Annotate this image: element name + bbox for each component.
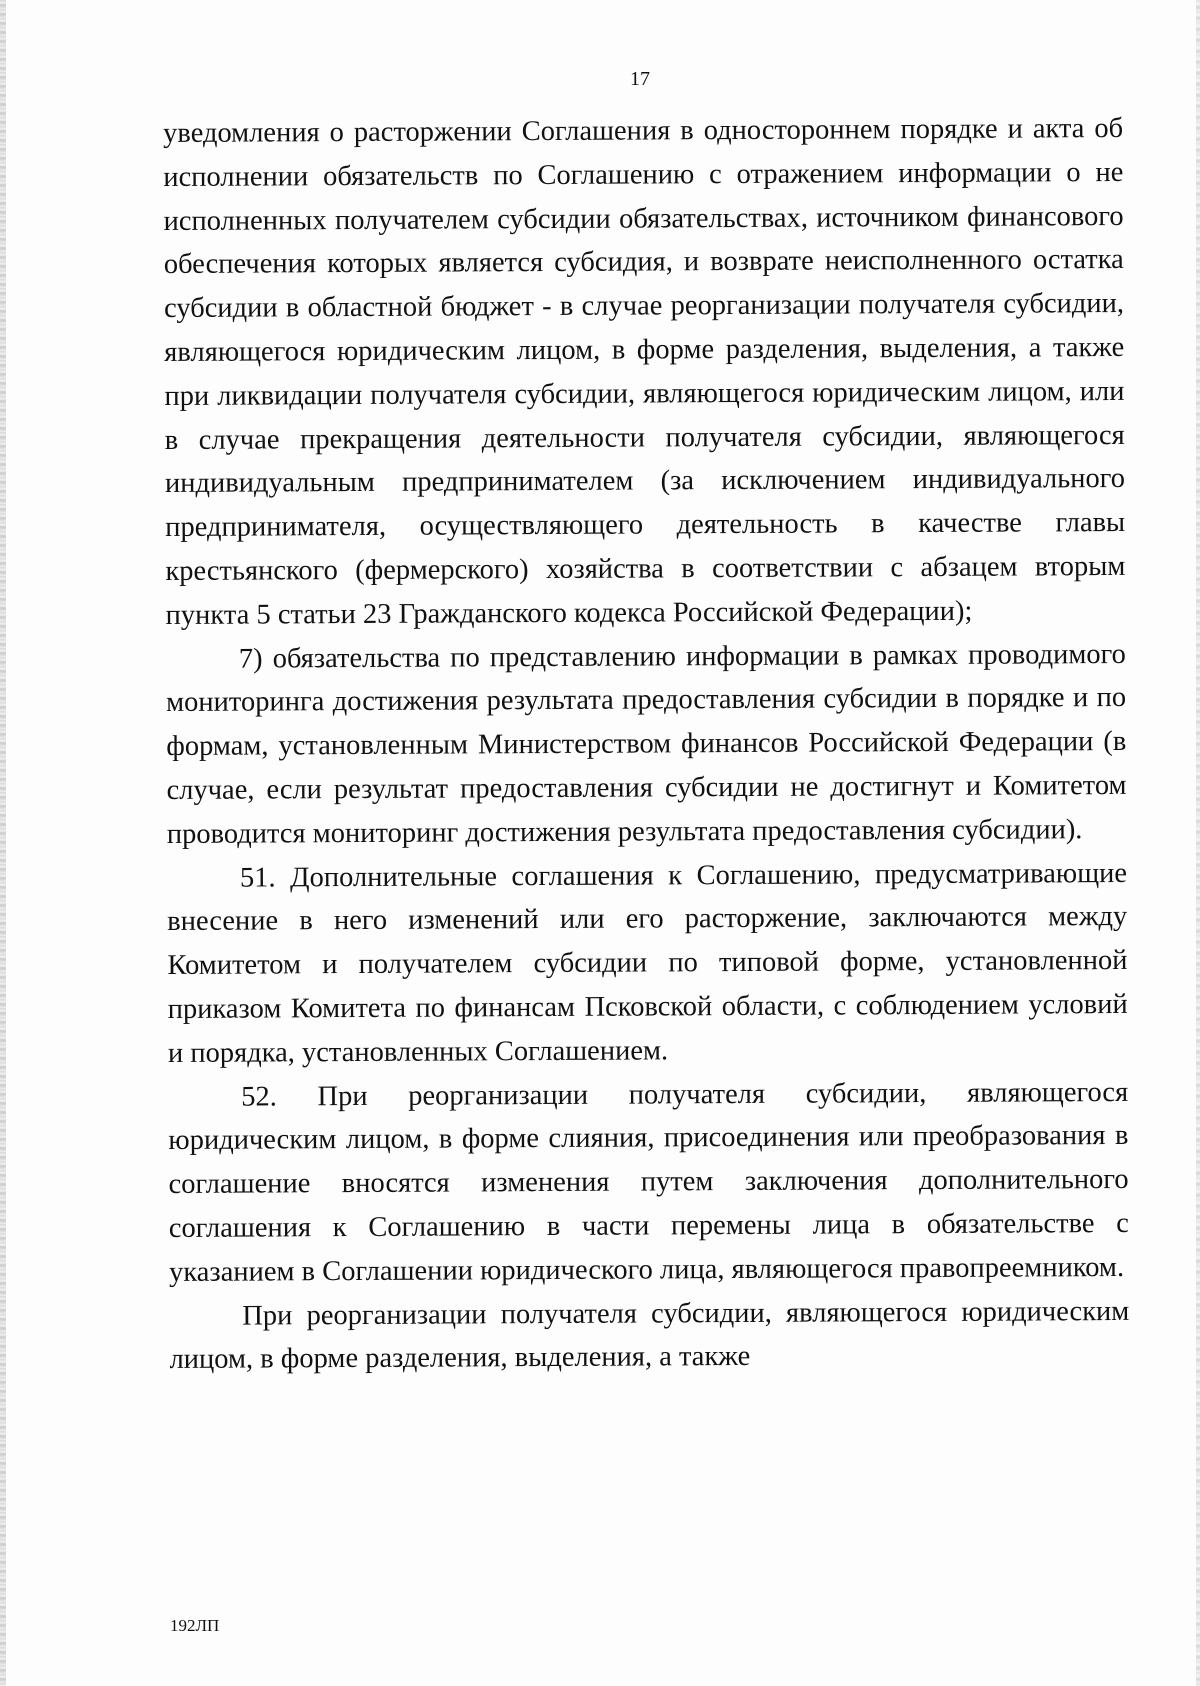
scan-edge-right <box>1196 0 1200 1686</box>
paragraph-52-continuation: При реорганизации получателя субсидии, являющегося юридическим лицом, в форме разделения, выделения, а также <box>169 1295 1130 1376</box>
paragraph-continuation: уведомления о расторжении Соглашения в одностороннем порядке и акта об исполнении обязательств по Соглашению с отражением информации о не исполненных получателем субсидии обязательствах, источником финансового обеспечения которых является субсидия, и возврате неисполненного остатка субсидии в областной бюджет - в случае реорганизации получателя субсидии, являющегося юридическим лицом, в форме разделения, выделения, а также при ликвидации получателя субсидии, являющегося юридическим лицом, или в случае прекращения деятельности получателя субсидии, являющегося индивидуальным предпринимателем (за исключением индивидуального предпринимателя, осуществляющего деятельность в качестве главы крестьянского (фермерского) хозяйства в соответствии с абзацем вторым пункта 5 статьи 23 Гражданского кодекса Российской Федерации); <box>163 112 1126 631</box>
footer-document-code: 192ЛП <box>170 1616 220 1635</box>
paragraph-item-7: 7) обязательства по представлению информации в рамках проводимого мониторинга достижения результата предоставления субсидии в порядке и по формам, установленным Министерством финансов Российской Федерации (в случае, если результат предоставления субсидии не достигнут и Комитетом проводится мониторинг достижения результата предоставления субсидии). <box>166 638 1127 850</box>
document-body <box>163 107 1130 1382</box>
scan-edge-left <box>0 0 6 1686</box>
paragraph-51: 51. Дополнительные соглашения к Соглашению, предусматривающие внесение в него изменений или его расторжение, заключаются между Комитетом и получателем субсидии по типовой форме, установленной приказом Комитета по финансам Псковской области, с соблюдением условий и порядка, установленных Соглашением. <box>167 857 1128 1069</box>
paragraph-52: 52. При реорганизации получателя субсидии, являющегося юридическим лицом, в форме слияния, присоединения или преобразования в соглашение вносятся изменения путем заключения дополнительного соглашения к Соглашению в части перемены лица в обязательстве с указанием в Соглашении юридического лица, являющегося правопреемником. <box>168 1076 1129 1288</box>
page-number: 17 <box>630 68 650 90</box>
